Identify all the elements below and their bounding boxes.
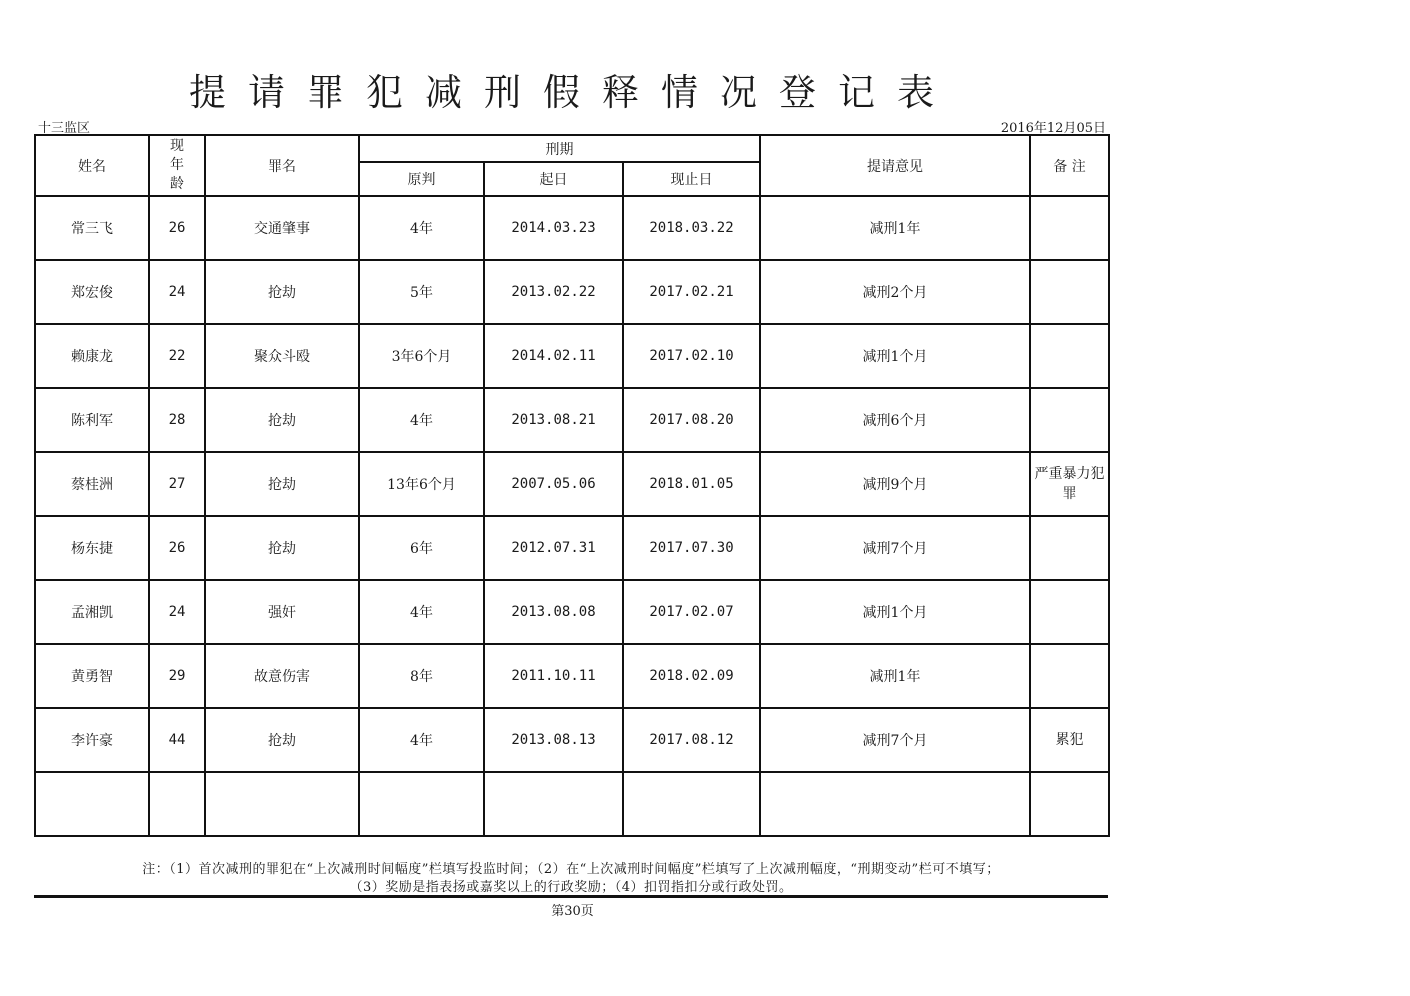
cell-age: 29 bbox=[149, 644, 205, 708]
document-title: 提请罪犯减刑假释情况登记表 bbox=[189, 71, 956, 114]
cell-age: 22 bbox=[149, 324, 205, 388]
table-row bbox=[35, 452, 1109, 516]
document-date: 2016年12月05日 bbox=[1000, 121, 1106, 136]
cell-crime: 抢劫 bbox=[205, 708, 359, 772]
cell-start: 2014.02.11 bbox=[484, 324, 623, 388]
cell-age: 27 bbox=[149, 452, 205, 516]
cell-remarks bbox=[1030, 388, 1109, 452]
cell-opinion: 减刑7个月 bbox=[760, 516, 1030, 580]
cell-crime: 聚众斗殴 bbox=[205, 324, 359, 388]
cell-start: 2013.08.13 bbox=[484, 708, 623, 772]
cell-start: 2013.08.21 bbox=[484, 388, 623, 452]
cell-end: 2018.01.05 bbox=[623, 452, 760, 516]
cell-end: 2017.08.20 bbox=[623, 388, 760, 452]
cell-original: 6年 bbox=[359, 516, 484, 580]
table-row bbox=[35, 708, 1109, 772]
cell-opinion: 减刑9个月 bbox=[760, 452, 1030, 516]
cell-name: 蔡桂洲 bbox=[35, 452, 149, 516]
footer-rule bbox=[34, 895, 1108, 898]
table-row bbox=[35, 388, 1109, 452]
cell-start: 2014.03.23 bbox=[484, 196, 623, 260]
cell-remarks bbox=[1030, 196, 1109, 260]
footnote bbox=[34, 861, 1108, 897]
cell-end: 2018.02.09 bbox=[623, 644, 760, 708]
cell-end: 2017.02.10 bbox=[623, 324, 760, 388]
cell-end bbox=[623, 772, 760, 836]
header-original: 原判 bbox=[359, 162, 484, 196]
header-row-1 bbox=[35, 135, 1109, 162]
cell-crime: 交通肇事 bbox=[205, 196, 359, 260]
cell-age: 26 bbox=[149, 196, 205, 260]
cell-original: 4年 bbox=[359, 388, 484, 452]
cell-remarks: 严重暴力犯罪 bbox=[1030, 452, 1109, 516]
cell-original: 5年 bbox=[359, 260, 484, 324]
cell-original: 3年6个月 bbox=[359, 324, 484, 388]
cell-opinion: 减刑7个月 bbox=[760, 708, 1030, 772]
header-age-line2: 年 bbox=[170, 157, 184, 173]
table-row bbox=[35, 260, 1109, 324]
header-name: 姓名 bbox=[35, 135, 149, 196]
header-age-line1: 现 bbox=[170, 138, 184, 154]
cell-opinion: 减刑1个月 bbox=[760, 580, 1030, 644]
cell-opinion: 减刑2个月 bbox=[760, 260, 1030, 324]
cell-end: 2017.02.07 bbox=[623, 580, 760, 644]
cell-original: 4年 bbox=[359, 196, 484, 260]
cell-name bbox=[35, 772, 149, 836]
unit-label: 十三监区 bbox=[38, 121, 91, 136]
cell-opinion bbox=[760, 772, 1030, 836]
cell-name: 李许豪 bbox=[35, 708, 149, 772]
cell-end: 2018.03.22 bbox=[623, 196, 760, 260]
cell-crime: 抢劫 bbox=[205, 516, 359, 580]
cell-start: 2011.10.11 bbox=[484, 644, 623, 708]
cell-start: 2012.07.31 bbox=[484, 516, 623, 580]
cell-original: 13年6个月 bbox=[359, 452, 484, 516]
cell-age: 24 bbox=[149, 580, 205, 644]
cell-opinion: 减刑1年 bbox=[760, 644, 1030, 708]
cell-remarks bbox=[1030, 324, 1109, 388]
cell-age: 26 bbox=[149, 516, 205, 580]
cell-name: 赖康龙 bbox=[35, 324, 149, 388]
header-age bbox=[149, 135, 205, 196]
table-row bbox=[35, 580, 1109, 644]
cell-age: 28 bbox=[149, 388, 205, 452]
page-number: 第30页 bbox=[551, 904, 594, 919]
table-row bbox=[35, 516, 1109, 580]
cell-opinion: 减刑6个月 bbox=[760, 388, 1030, 452]
register-table bbox=[34, 134, 1110, 837]
cell-original bbox=[359, 772, 484, 836]
cell-remarks bbox=[1030, 516, 1109, 580]
cell-start: 2007.05.06 bbox=[484, 452, 623, 516]
cell-age: 24 bbox=[149, 260, 205, 324]
header-start: 起日 bbox=[484, 162, 623, 196]
cell-original: 4年 bbox=[359, 580, 484, 644]
cell-remarks: 累犯 bbox=[1030, 708, 1109, 772]
cell-name: 孟湘凯 bbox=[35, 580, 149, 644]
cell-name: 黄勇智 bbox=[35, 644, 149, 708]
footnote-line-2: （3）奖励是指表扬或嘉奖以上的行政奖励；（4）扣罚指扣分或行政处罚。 bbox=[349, 880, 793, 895]
cell-name: 常三飞 bbox=[35, 196, 149, 260]
header-crime: 罪名 bbox=[205, 135, 359, 196]
cell-crime: 故意伤害 bbox=[205, 644, 359, 708]
cell-crime: 抢劫 bbox=[205, 452, 359, 516]
cell-start: 2013.02.22 bbox=[484, 260, 623, 324]
table-row bbox=[35, 644, 1109, 708]
cell-opinion: 减刑1个月 bbox=[760, 324, 1030, 388]
cell-end: 2017.02.21 bbox=[623, 260, 760, 324]
cell-crime: 抢劫 bbox=[205, 388, 359, 452]
header-term-group: 刑期 bbox=[359, 135, 760, 162]
cell-end: 2017.07.30 bbox=[623, 516, 760, 580]
cell-start bbox=[484, 772, 623, 836]
cell-end: 2017.08.12 bbox=[623, 708, 760, 772]
table-row bbox=[35, 196, 1109, 260]
header-opinion: 提请意见 bbox=[760, 135, 1030, 196]
cell-start: 2013.08.08 bbox=[484, 580, 623, 644]
cell-name: 郑宏俊 bbox=[35, 260, 149, 324]
header-remarks: 备 注 bbox=[1030, 135, 1109, 196]
footnote-line-1: 注：（1）首次减刑的罪犯在“上次减刑时间幅度”栏填写投监时间；（2）在“上次减刑时间幅度”栏填写了上次减刑幅度，“刑期变动”栏可不填写； bbox=[142, 862, 1000, 877]
cell-remarks bbox=[1030, 772, 1109, 836]
cell-name: 杨东捷 bbox=[35, 516, 149, 580]
cell-original: 8年 bbox=[359, 644, 484, 708]
table-row bbox=[35, 324, 1109, 388]
header-end: 现止日 bbox=[623, 162, 760, 196]
cell-original: 4年 bbox=[359, 708, 484, 772]
cell-remarks bbox=[1030, 580, 1109, 644]
cell-remarks bbox=[1030, 644, 1109, 708]
cell-age: 44 bbox=[149, 708, 205, 772]
cell-crime: 抢劫 bbox=[205, 260, 359, 324]
cell-crime: 强奸 bbox=[205, 580, 359, 644]
table-row-empty bbox=[35, 772, 1109, 836]
cell-opinion: 减刑1年 bbox=[760, 196, 1030, 260]
cell-name: 陈利军 bbox=[35, 388, 149, 452]
header-age-line3: 龄 bbox=[170, 176, 184, 192]
cell-crime bbox=[205, 772, 359, 836]
cell-age bbox=[149, 772, 205, 836]
cell-remarks bbox=[1030, 260, 1109, 324]
